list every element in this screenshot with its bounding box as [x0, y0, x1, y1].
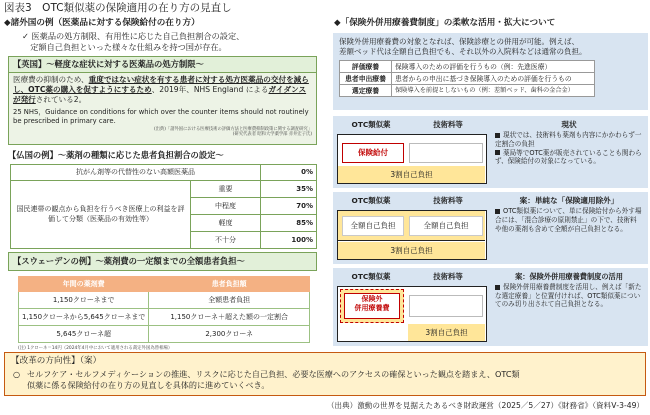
scenario-bullet: OTC類似薬について、単に保険給付から外す場合には、「混合診療の原則禁止」の下で、技術料や他の薬剤も含めて全額が自己負担となる。: [495, 207, 642, 233]
uk-title: 【英国】～軽度な症状に対する医薬品の処方制限～: [9, 57, 316, 72]
square-bullet-icon: [495, 150, 500, 155]
scenario-desc: [495, 196, 643, 233]
france-rate: 35%: [261, 181, 317, 198]
sweden-cost: 1,150クローネから5,645クローネまで: [19, 309, 149, 326]
scenario-bullet: 現状では、技術料も薬剤も内容にかかわらず一定割合の負担: [495, 131, 642, 149]
intro-line-1: ✓ 医薬品の処方制限、有用性に応じた自己負担割合の設定、: [22, 31, 245, 41]
pm-type: 選定療養: [340, 85, 392, 97]
scenario-frame: [337, 134, 487, 184]
france-cell: 抗がん剤等の代替性のない高額医薬品: [11, 165, 261, 181]
scenario-frame: [337, 210, 487, 260]
pm-desc: 患者からの申出に基づき保険導入のための評価を行うもの: [392, 73, 595, 85]
france-class: 中程度: [191, 198, 261, 215]
france-rate: 85%: [261, 215, 317, 232]
sweden-cost: 5,645クローネ超: [19, 326, 149, 343]
uk-paragraph: [13, 75, 312, 105]
pm-intro-line-2: 差額ベッド代は全額自己負担でも、それ以外の入院料などは通常の負担。: [339, 47, 587, 57]
scenario-exclusion: [333, 192, 648, 264]
otc-box: 保険外 併用療養費: [344, 293, 400, 319]
col-tech-label: 技術料等: [433, 196, 463, 205]
intro-line-2: 定額自己負担といった様々な仕組みを持つ国が存在。: [22, 41, 227, 52]
scenario-bullet: 保険外併用療養費制度を活用し、例えば「新たな選定療養」と位置付ければ、OTC類似薬についてのみ切り出されて自己負担となる。: [495, 283, 642, 309]
square-bullet-icon: [495, 133, 500, 138]
scenario-desc: [495, 272, 643, 309]
reform-line-2: 似薬に係る保険給付の在り方の見直しを具体的に進めていくべき。: [27, 379, 270, 390]
square-bullet-icon: [495, 209, 500, 214]
france-table: [10, 164, 317, 249]
sweden-header-burden: 患者負担額: [149, 277, 310, 292]
pm-intro: [339, 37, 642, 57]
footer-bar: 3割自己負担: [338, 166, 485, 183]
scenario-heading: 案：単純な「保険適用除外」: [519, 196, 619, 205]
sweden-title-text: 【スウェーデンの例】～薬剤費の一定額までの全額患者負担～: [13, 256, 245, 266]
sweden-header-cost: 年間の薬剤費: [19, 277, 149, 292]
france-class: 重要: [191, 181, 261, 198]
france-row: [11, 165, 317, 181]
col-otc-label: OTC類似薬: [351, 120, 391, 129]
left-intro: [22, 31, 244, 52]
footer-bar: 3割自己負担: [408, 324, 485, 341]
right-heading: ◆「保険外併用療養費制度」の柔軟な活用・拡大について: [334, 18, 556, 28]
reform-title: 【改革の方向性】（案）: [11, 356, 102, 366]
sweden-table: [18, 276, 310, 343]
uk-note-2: (研究代表者 昭和大学薬学部 赤井宏子氏): [232, 132, 312, 138]
uk-note-1: (出典)「諸外国における医療技術の評価方法と医療費抑制政策に関する調査研究」: [153, 127, 312, 133]
sweden-row: [19, 326, 310, 343]
sweden-row: [19, 292, 310, 309]
col-tech-label: 技術料等: [433, 120, 463, 129]
sweden-burden: 2,300クローネ: [149, 326, 310, 343]
pm-desc: 保険導入を前提としないもの（例：差額ベッド、歯科の金合金）: [392, 85, 595, 97]
tech-box: [409, 295, 483, 317]
col-tech-label: 技術料等: [433, 272, 463, 281]
sweden-header-row: [19, 277, 310, 292]
uk-p1c: 、2019年、NHS England による: [151, 85, 269, 95]
sweden-title: [8, 252, 317, 271]
pm-desc: 保険導入のための評価を行うもの（例：先進医療）: [392, 61, 595, 73]
tech-box: 全額自己負担: [409, 216, 483, 236]
pm-type: 評価療養: [340, 61, 392, 73]
sweden-cost: 1,150クローネまで: [19, 292, 149, 309]
france-class: 軽度: [191, 215, 261, 232]
pm-type: 患者申出療養: [340, 73, 392, 85]
uk-notes: [13, 127, 312, 138]
reform-line-1: セルフケア・セルフメディケーションの推進、リスクに応じた自己負担、必要な医療へのアクセスの確保といった観点を踏まえ、OTC類: [27, 368, 520, 379]
uk-p1a: 医療費の抑制のため、: [13, 75, 89, 84]
pm-intro-line-1: 保険外併用療養費の対象となれば、保険診療との併用が可能。例えば、: [339, 37, 579, 46]
pm-row: [340, 61, 595, 73]
france-rate: 100%: [261, 232, 317, 249]
figure-title: 図表3 OTC類似薬の保険適用の在り方の見直し: [4, 2, 232, 14]
france-group-label: 国民連帯の観点から負担を行うべき医療上の利益を評価して分類（医薬品の有効性等）: [11, 181, 191, 249]
col-otc-label: OTC類似薬: [351, 196, 391, 205]
left-heading: ◆諸外国の例（医薬品に対する保険給付の在り方）: [4, 18, 200, 28]
france-rate: 0%: [261, 165, 317, 181]
otc-box: 全額自己負担: [342, 216, 404, 236]
circle-bullet-icon: ○: [13, 368, 21, 379]
uk-p1d: ガイダンスが発行: [13, 85, 307, 105]
uk-box: [8, 56, 317, 145]
scenario-current: [333, 116, 648, 188]
france-rate: 70%: [261, 198, 317, 215]
tech-box: [409, 143, 483, 163]
sweden-burden: 全額患者負担: [149, 292, 310, 309]
source-note: （出典）激動の世界を見据えたあるべき財政運営（2025／5／27）《財務省》（資料Ⅴ-3-49）: [326, 401, 644, 410]
col-otc-label: OTC類似薬: [351, 272, 391, 281]
scenario-bullet: 薬局等でOTC薬が販売されていることも関わらず、保険給付の対象になっている。: [495, 148, 642, 166]
sweden-note: (注) 1クローネ＝14円（2024年4月中において適用される裁定外国為替相場）: [18, 346, 173, 351]
uk-p1b: 重度ではない症状を有する患者に対する処方医薬品の交付を減らし、OTC薬の購入を促すようにするため: [13, 75, 309, 95]
scenario-heading: 現状: [561, 120, 577, 129]
pm-row: [340, 85, 595, 97]
footer-bar: 3割自己負担: [338, 242, 485, 259]
pm-row: [340, 73, 595, 85]
reform-box: [4, 352, 646, 396]
scenario-frame: [337, 286, 487, 342]
pm-box: [333, 33, 648, 110]
scenario-desc: [495, 120, 643, 166]
sweden-burden: 1,150クローネ＋超えた額の一定割合: [149, 309, 310, 326]
pm-table: [339, 60, 595, 97]
otc-box: 保険給付: [342, 143, 404, 163]
france-title: 【仏国の例】～薬剤の種類に応じた患者負担割合の設定～: [8, 150, 224, 160]
uk-reference: 25 NHS，Guidance on conditions for which over the counter items should not routinely be prescribed in primary care.: [13, 108, 309, 125]
square-bullet-icon: [495, 285, 500, 290]
uk-p1e: されている2。: [35, 95, 87, 105]
sweden-row: [19, 309, 310, 326]
scenario-combined: [333, 268, 648, 346]
france-class: 不十分: [191, 232, 261, 249]
france-row: [11, 181, 317, 198]
scenario-heading: 案：保険外併用療養費制度の活用: [515, 272, 623, 281]
reform-body: [11, 369, 639, 391]
